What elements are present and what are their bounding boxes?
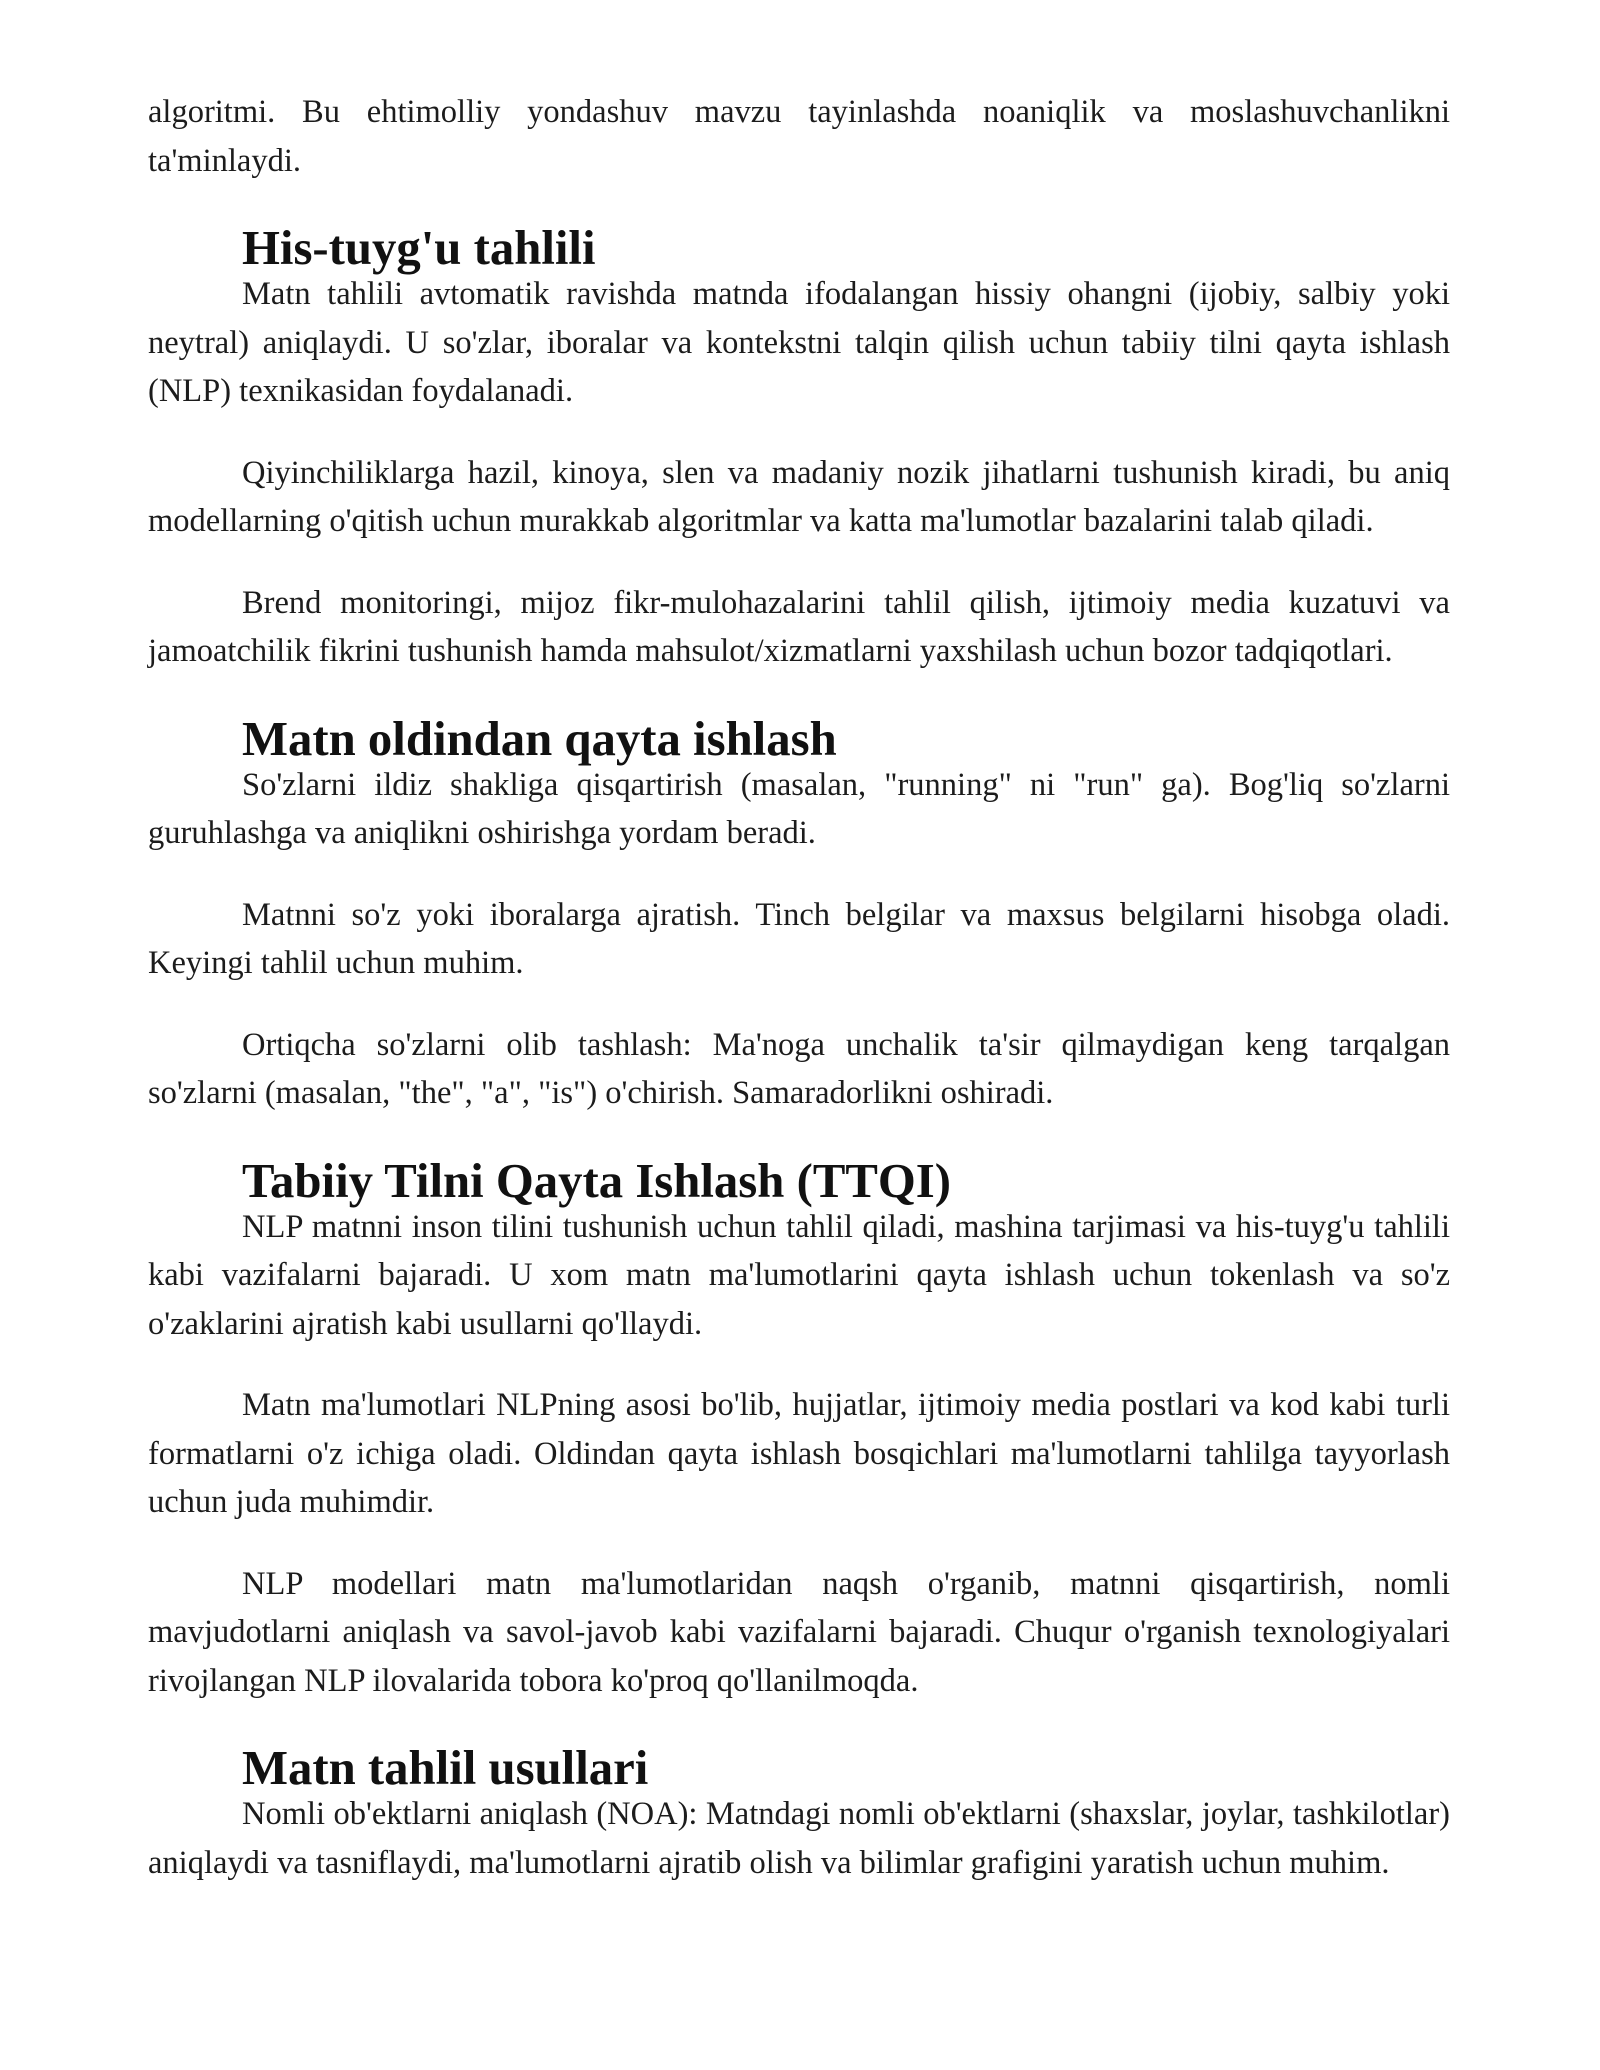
section-nlp [148,1153,1450,1706]
document-page [148,88,1450,1887]
intro-paragraph: algoritmi. Bu ehtimolliy yondashuv mavzu tayinlashda noaniqlik va moslashuvchanlikni ta'minlaydi. [148,94,1450,179]
section-heading: Matn oldindan qayta ishlash [242,711,837,766]
paragraph: NLP matnni inson tilini tushunish uchun tahlil qiladi, mashina tarjimasi va his-tuyg'u tahlili kabi vazifalarni bajaradi. U xom matn ma'lumotlarini qayta ishlash uchun tokenlash va so'z o'zaklarini ajratish kabi usullarni qo'llaydi. [148,1208,1450,1342]
section-heading: Tabiiy Tilni Qayta Ishlash (TTQI) [242,1153,951,1208]
section-sentiment-analysis [148,221,1450,676]
section-text-analysis-methods [148,1741,1450,1887]
paragraph: Matn ma'lumotlari NLPning asosi bo'lib, hujjatlar, ijtimoiy media postlari va kod kabi turli formatlarni o'z ichiga oladi. Oldindan qayta ishlash bosqichlari ma'lumotlarni tahlilga tayyorlash uchun juda muhimdir. [148,1387,1450,1520]
paragraph: Ortiqcha so'zlarni olib tashlash: Ma'noga unchalik ta'sir qilmaydigan keng tarqalgan so'zlarni (masalan, "the", "a", "is") o'chirish. Samaradorlikni oshiradi. [148,1026,1450,1111]
section-text-preprocessing [148,711,1450,1118]
paragraph: Qiyinchiliklarga hazil, kinoya, slen va madaniy nozik jihatlarni tushunish kiradi, bu aniq modellarning o'qitish uchun murakkab algoritmlar va katta ma'lumotlar bazalarini talab qiladi. [148,454,1450,539]
paragraph: Matnni so'z yoki iboralarga ajratish. Tinch belgilar va maxsus belgilarni hisobga oladi. Keyingi tahlil uchun muhim. [148,896,1450,981]
paragraph: Brend monitoringi, mijoz fikr-mulohazalarini tahlil qilish, ijtimoiy media kuzatuvi va jamoatchilik fikrini tushunish hamda mahsulot/xizmatlarni yaxshilash uchun bozor tadqiqotlari. [148,584,1450,669]
paragraph: NLP modellari matn ma'lumotlaridan naqsh o'rganib, matnni qisqartirish, nomli mavjudotlarni aniqlash va savol-javob kabi vazifalarni bajaradi. Chuqur o'rganish texnologiyalari rivojlangan NLP ilovalarida tobora ko'proq qo'llanilmoqda. [148,1565,1450,1699]
paragraph: Nomli ob'ektlarni aniqlash (NOA): Matndagi nomli ob'ektlarni (shaxslar, joylar, tashkilotlar) aniqlaydi va tasniflaydi, ma'lumotlarni ajratib olish va bilimlar grafigini yaratish uchun muhim. [148,1796,1450,1881]
paragraph: So'zlarni ildiz shakliga qisqartirish (masalan, "running" ni "run" ga). Bog'liq so'zlarni guruhlashga va aniqlikni oshirishga yordam beradi. [148,766,1450,851]
section-heading: His-tuyg'u tahlili [242,221,596,275]
paragraph: Matn tahlili avtomatik ravishda matnda ifodalangan hissiy ohangni (ijobiy, salbiy yoki neytral) aniqlaydi. U so'zlar, iboralar va kontekstni talqin qilish uchun tabiiy tilni qayta ishlash (NLP) texnikasidan foydalanadi. [148,276,1450,409]
section-heading: Matn tahlil usullari [242,1741,649,1795]
